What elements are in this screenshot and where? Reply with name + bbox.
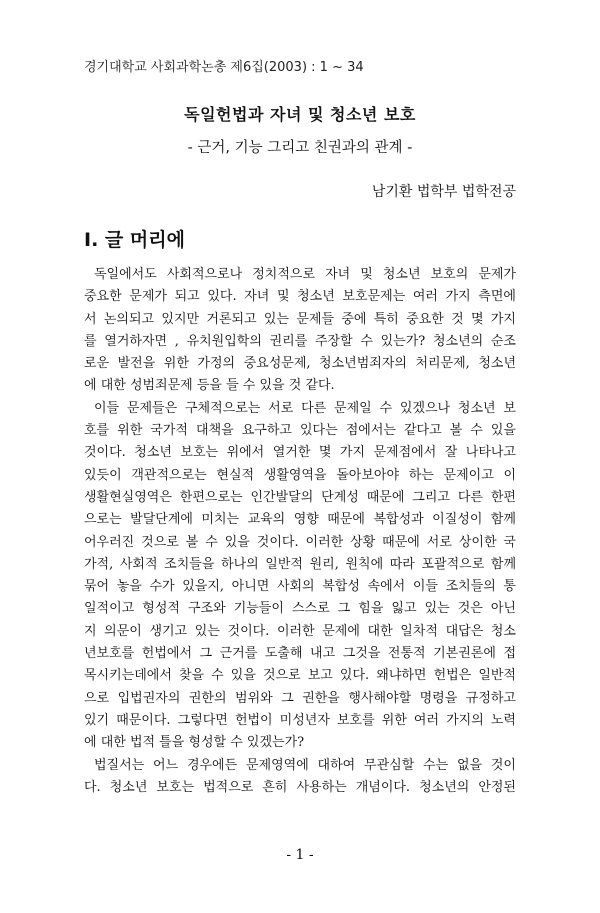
body-line: 호를 위한 국가적 대책을 요구하고 있다는 점에서는 같다고 볼 수 있을	[84, 423, 516, 439]
body-line: 있기 때문이다. 그렇다면 헌법이 미성년자 보호를 위한 여러 가지의 노력	[84, 712, 516, 728]
body-line: 중요한 문제가 되고 있다. 자녀 및 청소년 보호문제는 여러 가지 측면에	[84, 289, 516, 305]
paper-title: 독일헌법과 자녀 및 청소년 보호	[184, 105, 416, 124]
body-line: 독일에서도 사회적으로나 정치적으로 자녀 및 청소년 보호의 문제가	[94, 267, 516, 282]
body-line: 다. 청소년 보호는 법적으로 흔히 사용하는 개념이다. 청소년의 안정된	[84, 779, 516, 795]
body-line: 에 대한 성범죄문제 등을 들 수 있을 것 같다.	[84, 378, 335, 394]
body-line: 를 열거하자면 , 유치원입학의 권리를 주장할 수 있는가? 청소년의 순조	[84, 333, 516, 349]
section-heading: Ⅰ. 글 머리에	[84, 229, 185, 251]
body-line: 지 의문이 생기고 있는 것이다. 이러한 문제에 대한 일차적 대답은 청소	[84, 623, 516, 639]
page-number: - 1 -	[286, 847, 314, 863]
body-line: 법질서는 어느 경우에든 문제영역에 대하여 무관심할 수는 없을 것이	[94, 757, 516, 773]
journal-header: 경기대학교 사회과학논총 제6집(2003) : 1 ~ 34	[84, 60, 364, 75]
body-line: 생활현실영역은 한편으로는 인간발달의 단계성 때문에 그리고 다른 한편	[84, 489, 516, 505]
body-line: 있듯이 객관적으로는 현실적 생활영역을 돌아보아야 하는 문제이고 이	[84, 467, 516, 483]
body-line: 어우러진 것으로 볼 수 있을 것이다. 이러한 상황 때문에 서로 상이한 국	[84, 534, 516, 550]
body-line: 목시키는데에서 찾을 수 있을 것으로 보고 있다. 왜냐하면 헌법은 일반적	[84, 668, 516, 684]
body-line: 로운 발전을 위한 가정의 중요성문제, 청소년범죄자의 처리문제, 청소년	[84, 356, 516, 372]
body-line: 묶어 놓을 수가 있을지, 아니면 사회의 복합성 속에서 이들 조치들의 통	[84, 579, 516, 595]
body-line: 이들 문제들은 구체적으로는 서로 다른 문제일 수 있겠으나 청소년 보	[94, 400, 516, 416]
body-line: 년보호를 헌법에서 그 근거를 도출해 내고 그것을 전통적 기본권론에 접	[84, 646, 516, 662]
body-line: 으로는 발달단계에 미치는 교육의 영향 때문에 복합성과 이질성이 함께	[84, 512, 516, 528]
body-line: 가적, 사회적 조치들을 하나의 일반적 원리, 원칙에 따라 포괄적으로 함께	[84, 556, 516, 572]
paper-subtitle: - 근거, 기능 그리고 친권과의 관계 -	[187, 140, 413, 156]
body-line: 에 대한 법적 틀을 형성할 수 있겠는가?	[84, 735, 305, 751]
body-line: 것이다. 청소년 보호는 위에서 열거한 몇 가지 문제점에서 잘 나타나고	[84, 445, 516, 461]
body-line: 서 논의되고 있지만 거론되고 있는 문제들 중에 특히 중요한 것 몇 가지	[84, 311, 516, 327]
body-text	[84, 264, 516, 799]
body-line: 일적이고 형성적 구조와 기능들이 스스로 그 힘을 잃고 있는 것은 아닌	[84, 601, 516, 617]
body-line: 으로 입법권자의 권한의 범위와 그 권한을 행사해야할 명령을 규정하고	[84, 690, 516, 706]
author-line: 남기환 법학부 법학전공	[371, 184, 516, 200]
